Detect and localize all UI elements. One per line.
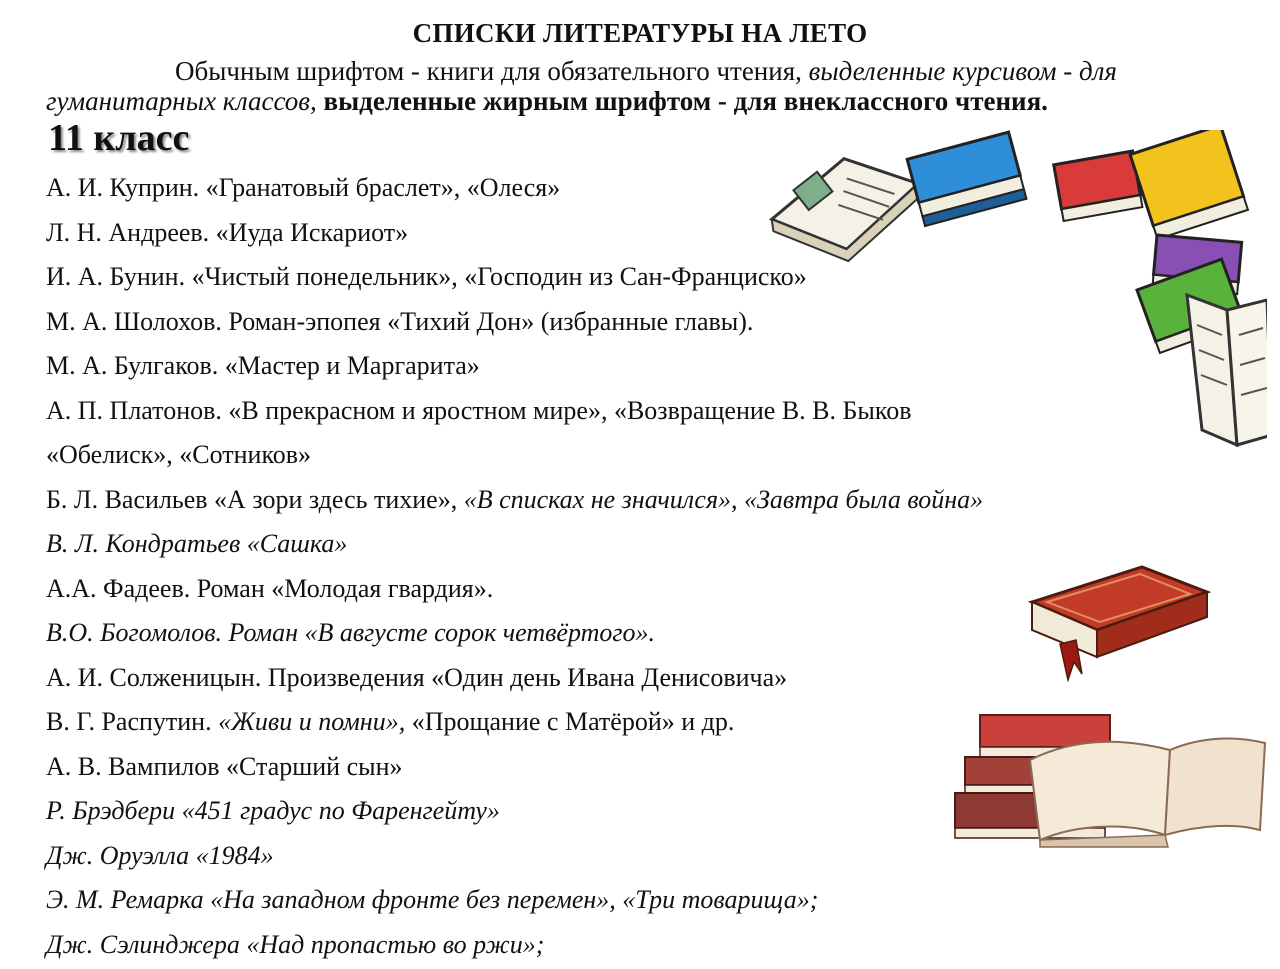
book-entry-text: В.О. Богомолов. Роман «В августе сорок четвёртого». bbox=[46, 618, 655, 647]
book-entry-text: И. А. Бунин. «Чистый понедельник», «Господин из Сан-Франциско» bbox=[46, 262, 807, 291]
legend-bold: выделенные жирным шрифтом - для внеклассного чтения. bbox=[324, 86, 1048, 116]
book-entry-text: В. Л. Кондратьев «Сашка» bbox=[46, 529, 347, 558]
book-entry-text: «В списках не значился», «Завтра была война» bbox=[464, 485, 983, 514]
book-entry-text: Э. М. Ремарка «На западном фронте без перемен», «Три товарища»; bbox=[46, 885, 818, 914]
book-stack-icon bbox=[950, 705, 1270, 850]
book-entry-text: В. Г. Распутин. bbox=[46, 707, 218, 736]
book-entry-text: Б. Л. Васильев «А зори здесь тихие», bbox=[46, 485, 464, 514]
book-entry-text: «Обелиск», «Сотников» bbox=[46, 440, 311, 469]
legend-italic-b: гуманитарных классов, bbox=[46, 86, 324, 116]
flying-books-icon bbox=[752, 130, 1267, 470]
closed-book-icon bbox=[1022, 562, 1217, 682]
grade-heading: 11 класс bbox=[48, 116, 189, 160]
legend-italic-a: выделенные курсивом - для bbox=[809, 56, 1117, 86]
book-entry bbox=[46, 880, 1236, 925]
book-entry-text: А.А. Фадеев. Роман «Молодая гвардия». bbox=[46, 574, 493, 603]
book-entry-text: А. И. Куприн. «Гранатовый браслет», «Олеся» bbox=[46, 173, 560, 202]
book-entry-text: А. И. Солженицын. Произведения «Один день Ивана Денисовича» bbox=[46, 663, 787, 692]
book-entry-text: М. А. Булгаков. «Мастер и Маргарита» bbox=[46, 351, 480, 380]
book-entry-text: Р. Брэдбери «451 градус по Фаренгейту» bbox=[46, 796, 500, 825]
book-entry-text: А. В. Вампилов «Старший сын» bbox=[46, 752, 403, 781]
page-title: СПИСКИ ЛИТЕРАТУРЫ НА ЛЕТО bbox=[0, 18, 1280, 49]
book-entry-text: «Живи и помни», bbox=[218, 707, 405, 736]
book-entry-text: А. П. Платонов. «В прекрасном и яростном мире», «Возвращение В. В. Быков bbox=[46, 396, 912, 425]
book-entry bbox=[46, 925, 1236, 969]
book-entry-text: Дж. Сэлинджера «Над пропастью во ржи»; bbox=[46, 930, 544, 959]
legend-regular: Обычным шрифтом - книги для обязательного чтения, bbox=[175, 56, 809, 86]
book-entry-text: Дж. Оруэлла «1984» bbox=[46, 841, 274, 870]
font-legend bbox=[46, 56, 1246, 116]
book-entry-text: Л. Н. Андреев. «Иуда Искариот» bbox=[46, 218, 408, 247]
book-entry bbox=[46, 480, 1236, 525]
book-entry-text: М. А. Шолохов. Роман-эпопея «Тихий Дон» (избранные главы). bbox=[46, 307, 753, 336]
book-entry-text: «Прощание с Матёрой» и др. bbox=[405, 707, 734, 736]
